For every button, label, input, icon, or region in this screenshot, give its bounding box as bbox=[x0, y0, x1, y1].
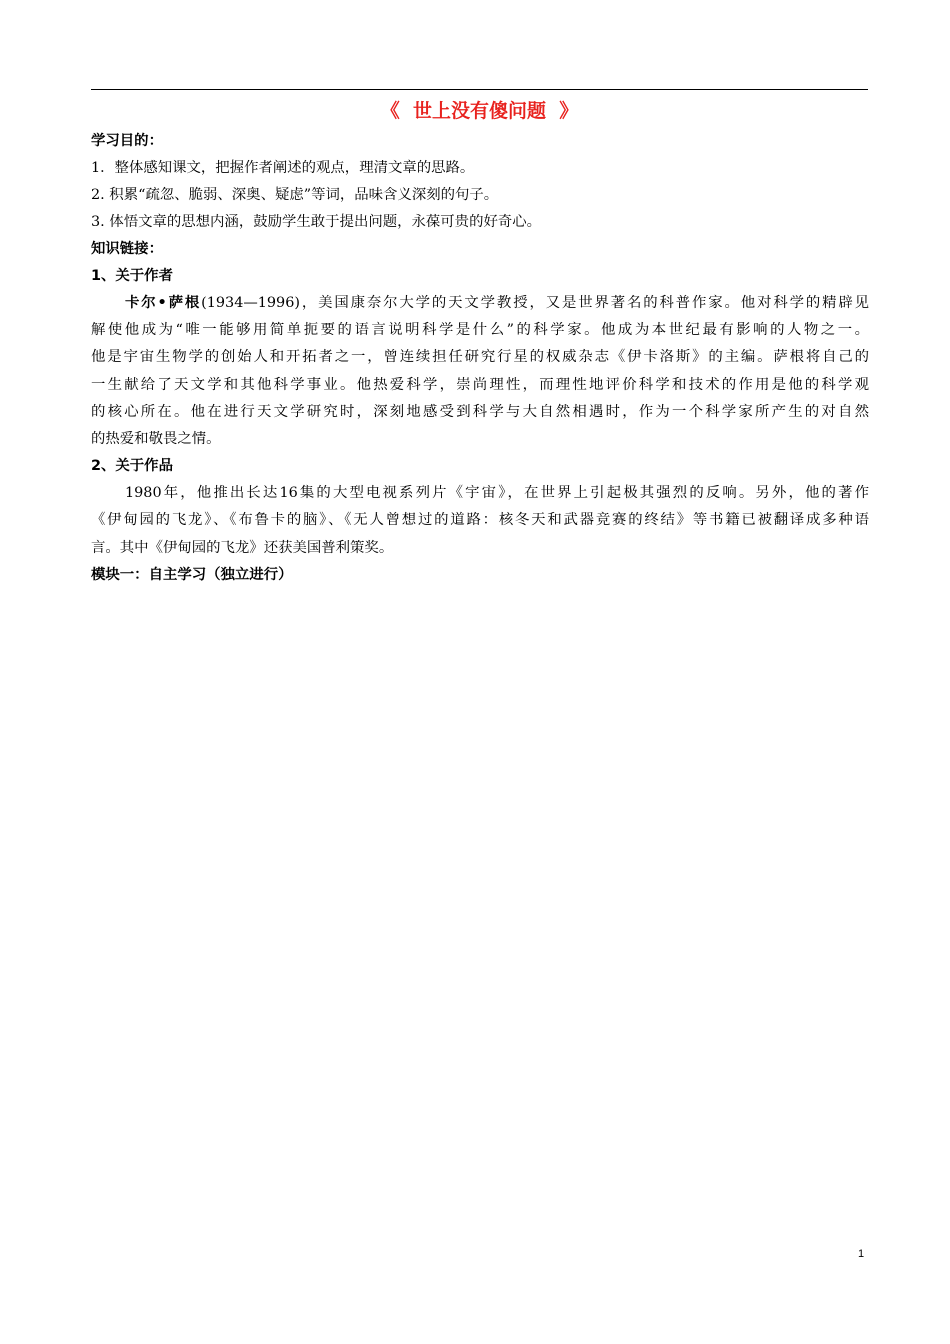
author-name: 卡尔•萨根 bbox=[125, 295, 202, 311]
author-paragraph-line: 的核心所在。他在进行天文学研究时，深刻地感受到科学与大自然相遇时，作为一个科学家所产生的对自然 bbox=[91, 403, 869, 420]
author-paragraph-line: 解使他成为“唯一能够用简单扼要的语言说明科学是什么”的科学家。他成为本世纪最有影响的人物之一。 bbox=[91, 322, 869, 339]
work-section-heading: 2、关于作品 bbox=[91, 458, 173, 475]
author-paragraph-line: 他是宇宙生物学的创始人和开拓者之一，曾连续担任研究行星的权威杂志《伊卡洛斯》的主编。萨根将自己的 bbox=[91, 349, 869, 366]
work-paragraph bbox=[91, 480, 869, 562]
objectives-heading: 学习目的： bbox=[91, 133, 163, 149]
work-paragraph-line: 《伊甸园的飞龙》、《布鲁卡的脑》、《无人曾想过的道路：核冬天和武器竞赛的终结》等书籍已被翻译成多种语 bbox=[91, 512, 869, 529]
document-title: 《 世上没有傻问题 》 bbox=[380, 100, 579, 122]
header-rule bbox=[91, 89, 868, 90]
author-paragraph-line: 一生献给了天文学和其他科学事业。他热爱科学，崇尚理性，而理性地评价科学和技术的作用是他的科学观 bbox=[91, 376, 869, 393]
author-paragraph-line: 卡尔•萨根(1934—1996)，美国康奈尔大学的天文学教授，又是世界著名的科普作家。他对科学的精辟见 bbox=[125, 295, 869, 311]
author-section-heading: 1、关于作者 bbox=[91, 268, 173, 284]
objective-item-1: 1．整体感知课文，把握作者阐述的观点，理清文章的思路。 bbox=[91, 160, 475, 176]
author-paragraph bbox=[91, 290, 869, 453]
work-paragraph-line: 1980年，他推出长达16集的大型电视系列片《宇宙》，在世界上引起极其强烈的反响。另外，他的著作 bbox=[125, 485, 869, 502]
author-paragraph-line: 的热爱和敬畏之情。 bbox=[91, 430, 221, 447]
module-heading: 模块一：自主学习（独立进行） bbox=[91, 566, 293, 583]
document-body bbox=[91, 128, 869, 589]
work-paragraph-line: 言。其中《伊甸园的飞龙》还获美国普利策奖。 bbox=[91, 539, 394, 556]
page-number: 1 bbox=[858, 1248, 865, 1260]
objective-item-2: 2. 积累“疏忽、脆弱、深奥、疑虑”等词，品味含义深刻的句子。 bbox=[91, 187, 499, 203]
knowledge-heading: 知识链接： bbox=[91, 241, 163, 257]
objective-item-3: 3. 体悟文章的思想内涵，鼓励学生敢于提出问题，永葆可贵的好奇心。 bbox=[91, 214, 542, 230]
